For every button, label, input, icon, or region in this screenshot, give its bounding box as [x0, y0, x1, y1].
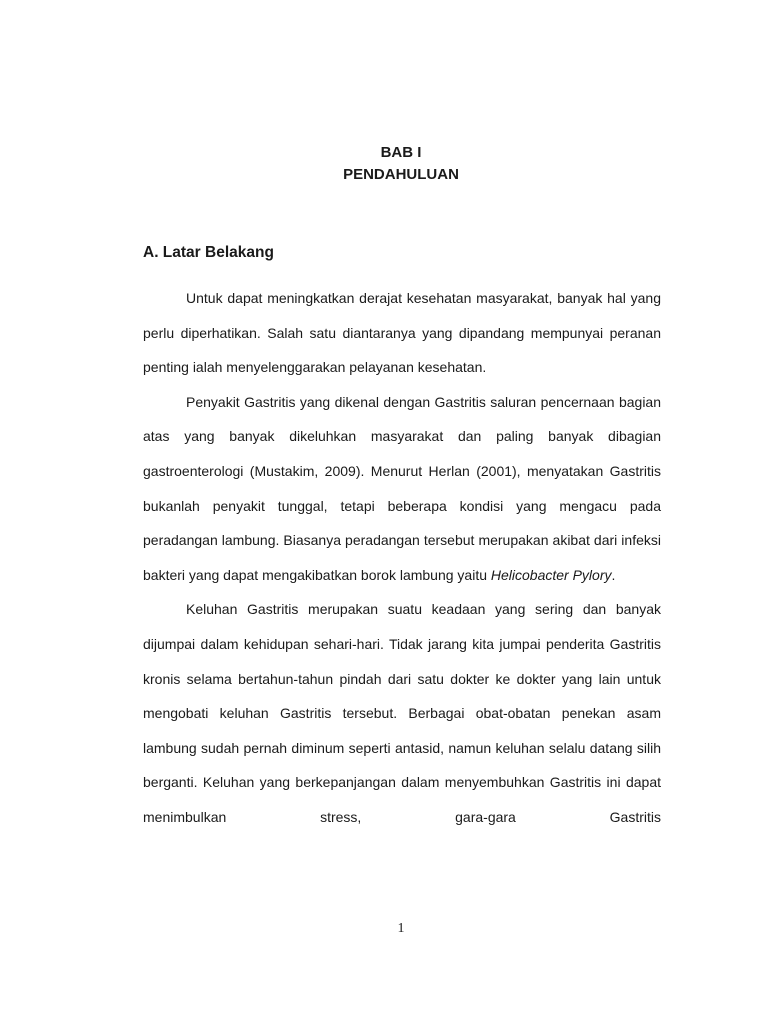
- paragraph-3: [143, 592, 661, 834]
- page-number: 1: [397, 921, 405, 936]
- paragraph-2-end: .: [611, 566, 616, 583]
- body-text: [143, 281, 661, 835]
- chapter-number: BAB I: [380, 144, 422, 161]
- chapter-title: PENDAHULUAN: [343, 166, 459, 183]
- chapter-heading: [0, 142, 768, 186]
- paragraph-1: [143, 281, 661, 385]
- paragraph-1-text: Untuk dapat meningkatkan derajat kesehatan masyarakat, banyak hal yang perlu diperhatikan. Salah satu diantaranya yang dipandang mempunyai peranan penting ialah menyelenggarakan pelayanan kesehatan.: [143, 290, 661, 376]
- species-name: Helicobacter Pylory: [490, 566, 612, 583]
- paragraph-2: [143, 385, 661, 593]
- paragraph-3-text: Keluhan Gastritis merupakan suatu keadaan yang sering dan banyak dijumpai dalam kehidupan sehari-hari. Tidak jarang kita jumpai penderita Gastritis kronis selama bertahun-tahun pindah dari satu dokter ke dokter yang lain untuk mengobati keluhan Gastritis tersebut. Berbagai obat-obatan penekan asam lambung sudah pernah diminum seperti antasid, namun keluhan selalu datang silih berganti. Keluhan yang berkepanjangan dalam menyembuhkan Gastritis ini dapat menimbulkan stress, gara-gara Gastritis: [143, 601, 661, 825]
- section-heading: A. Latar Belakang: [143, 244, 274, 261]
- paragraph-2-text: Penyakit Gastritis yang dikenal dengan Gastritis saluran pencernaan bagian atas yang banyak dikeluhkan masyarakat dan paling banyak dibagian gastroenterologi (Mustakim, 2009). Menurut Herlan (2001), menyatakan Gastritis bukanlah penyakit tunggal, tetapi beberapa kondisi yang mengacu pada peradangan lambung. Biasanya peradangan tersebut merupakan akibat dari infeksi bakteri yang dapat mengakibatkan borok lambung yaitu: [143, 393, 661, 583]
